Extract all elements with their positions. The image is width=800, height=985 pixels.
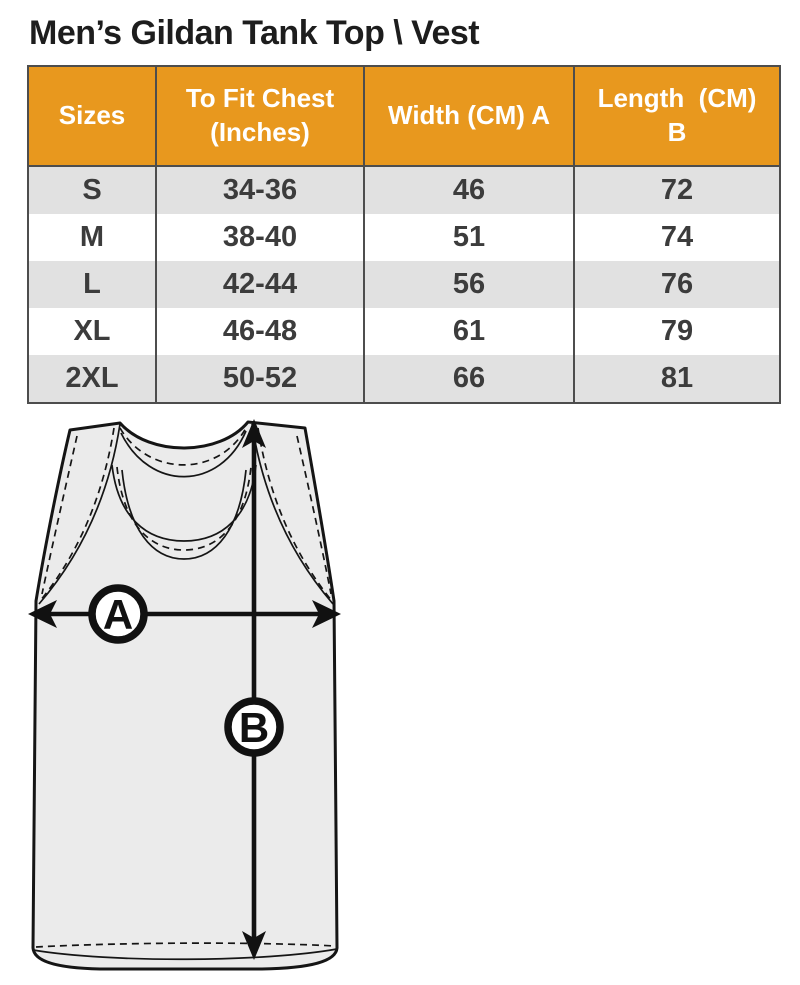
size-cell: 2XL: [65, 362, 119, 394]
width-label: A: [102, 591, 134, 638]
chest-cell: 34-36: [156, 166, 364, 214]
size-table: [27, 65, 781, 404]
table-row: [28, 166, 780, 214]
chest-cell: 38-40: [156, 214, 364, 261]
header-label: (Inches): [210, 117, 310, 147]
length-cell: 76: [574, 261, 780, 308]
width-cell: 61: [364, 308, 574, 355]
table-header-row: [28, 66, 780, 166]
length-cell: 81: [574, 355, 780, 403]
table-row: [28, 355, 780, 403]
header-label: To Fit Chest: [185, 83, 335, 114]
length-cell: 72: [574, 166, 780, 214]
width-cell: 51: [364, 214, 574, 261]
chest-cell: 46-48: [156, 308, 364, 355]
table-row: [28, 308, 780, 355]
size-cell: XL: [73, 315, 111, 347]
size-cell: L: [83, 268, 101, 300]
table-row: [28, 261, 780, 308]
col-header-chest: [156, 66, 364, 166]
header-label: B: [667, 117, 687, 147]
page-title: Men’s Gildan Tank Top \ Vest: [29, 14, 480, 52]
tank-silhouette: [33, 422, 337, 969]
chest-cell: 42-44: [156, 261, 364, 308]
length-cell: 79: [574, 308, 780, 355]
length-label: B: [238, 704, 270, 751]
header-label: Length (CM): [597, 83, 757, 114]
width-cell: 46: [364, 166, 574, 214]
length-cell: 74: [574, 214, 780, 261]
chest-cell: 50-52: [156, 355, 364, 403]
tank-top-diagram: [24, 414, 344, 974]
table-row: [28, 214, 780, 261]
size-cell: M: [79, 221, 105, 253]
width-cell: 56: [364, 261, 574, 308]
width-cell: 66: [364, 355, 574, 403]
header-label: Sizes: [58, 100, 126, 131]
size-cell: S: [82, 174, 102, 206]
col-header-sizes: [28, 66, 156, 166]
header-label: Width (CM) A: [388, 100, 550, 131]
col-header-length: [574, 66, 780, 166]
col-header-width: [364, 66, 574, 166]
